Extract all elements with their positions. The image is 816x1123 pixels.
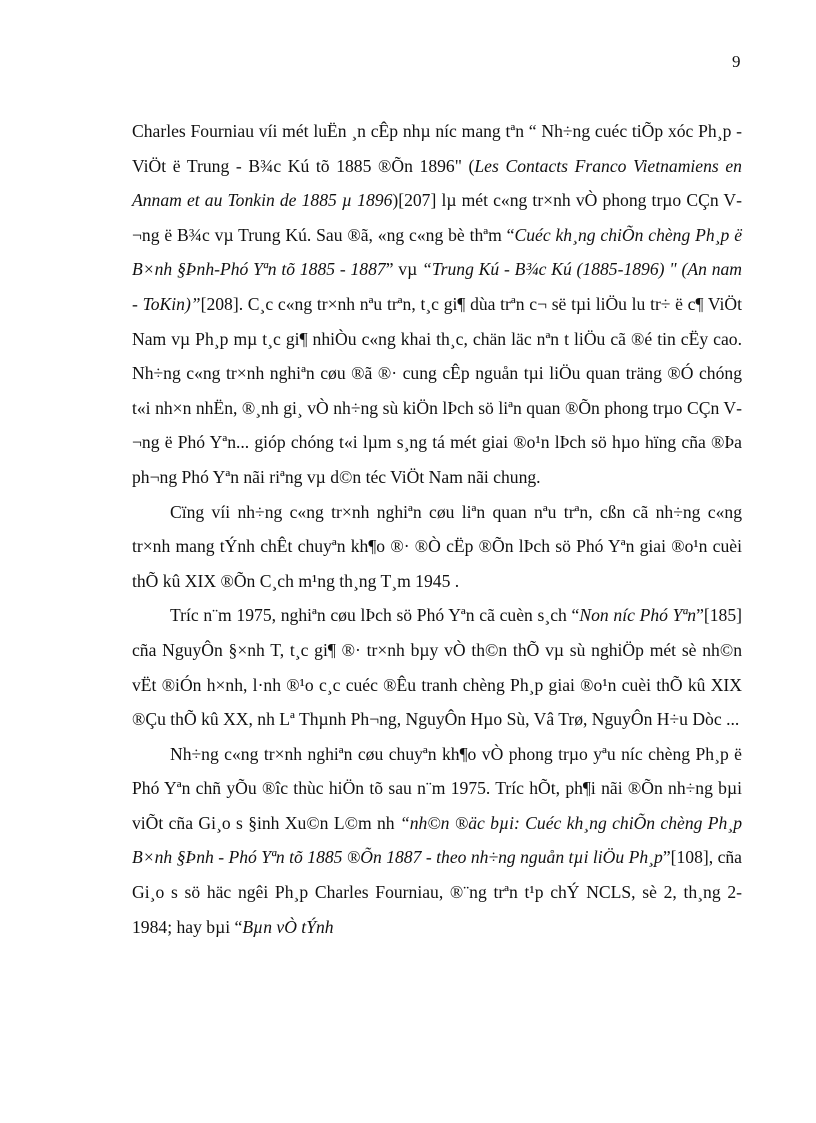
paragraph-1 xyxy=(132,114,742,495)
paragraph-2 xyxy=(132,495,742,599)
text-span: Nh÷ng c«ng tr×nh nghiªn cøu chuyªn kh¶o vÒ phong trµo yªu níc chèng Ph¸p ë Phó Yªn chñ yÕu ®îc thùc hiÖn tõ sau n¨m 1975. Tríc hÕt, ph¶i nãi ®Õn nh÷ng bµi viÕt cña Gi¸o s §inh Xu©n L©m nh xyxy=(132,743,742,833)
text-span: [208]. C¸c c«ng tr×nh nªu trªn, t¸c gi¶ dùa trªn c¬ së tµi liÖu lu tr÷ ë c¶ ViÖt Nam vµ Ph¸p mµ t¸c gi¶ nhiÒu c«ng khai th¸c, chän läc nªn t liÖu cã ®é tin cËy cao. Nh÷ng c«ng tr×nh nghiªn cøu ®ã ®· cung cÊp nguån tµi liÖu quan träng ®Ó chóng t«i nh×n nhËn, ®¸nh gi¸ vÒ nh÷ng sù kiÖn lÞch sö liªn quan ®Õn phong trµo CÇn V¬ng ë Phó Yªn... gióp chóng t«i lµm s¸ng tá mét giai ®o¹n lÞch sö hµo hïng cña ®Þa ph¬ng Phó Yªn nãi riªng vµ d©n téc ViÖt Nam nãi chung. xyxy=(132,293,742,487)
text-span: )[207] lµ mét c«ng tr×nh vÒ phong trµo CÇn V¬ng ë B¾c vµ Trung Kú. Sau ®ã, «ng c«ng bè thªm “ xyxy=(132,190,742,245)
text-span: ” vµ xyxy=(385,259,423,280)
italic-title: “nh©n ®äc bµi: Cuéc kh¸ng chiÕn chèng Ph¸p B×nh §Þnh - Phó Yªn tõ 1885 ®Õn 1887 - theo nh÷ng nguån tµi liÖu Ph¸p xyxy=(132,812,742,868)
body-text xyxy=(132,114,742,944)
text-span: Tríc n¨m 1975, nghiªn cøu lÞch sö Phó Yªn cã cuèn s¸ch “ xyxy=(170,605,580,626)
paragraph-3 xyxy=(132,598,742,736)
page-number: 9 xyxy=(732,52,741,71)
text-span: ”[185] cña NguyÔn §×nh T, t¸c gi¶ ®· tr×nh bµy vÒ th©n thÕ vµ sù nghiÖp mét sè nh©n vËt ®iÓn h×nh, l·nh ®¹o c¸c cuéc ®Êu tranh chèng Ph¸p giai ®o¹n cuèi thÕ kû XIX ®Çu thÕ kû XX, nh Lª Thµnh Ph¬ng, NguyÔn Hµo Sù, Vâ Trø, NguyÔn H÷u Dòc ... xyxy=(132,605,742,730)
text-span: ”[108], cña Gi¸o s sö häc ngêi Ph¸p Charles Fourniau, ®¨ng trªn t¹p chÝ NCLS, sè 2, th¸ng 2-1984; hay bµi “ xyxy=(132,847,742,937)
text-span: Charles Fourniau víi mét luËn ¸n cÊp nhµ níc mang tªn “ Nh÷ng cuéc tiÕp xóc Ph¸p - ViÖt ë Trung - B¾c Kú tõ 1885 ®Õn 1896" ( xyxy=(132,121,742,176)
italic-title: “Trung Kú - B¾c Kú (1885-1896) " (An nam - ToKin)” xyxy=(132,259,742,314)
italic-title: Les Contacts Franco Vietnamiens en Annam et au Tonkin de 1885 µ 1896 xyxy=(132,155,742,211)
italic-title: Bµn vÒ tÝnh xyxy=(242,916,334,937)
italic-title: Non níc Phó Yªn xyxy=(579,605,697,626)
text-span: Cïng víi nh÷ng c«ng tr×nh nghiªn cøu liªn quan nªu trªn, cßn cã nh÷ng c«ng tr×nh mang tÝnh chÊt chuyªn kh¶o ®· ®Ò cËp ®Õn lÞch sö Phó Yªn giai ®o¹n cuèi thÕ kû XIX ®Õn C¸ch m¹ng th¸ng T¸m 1945 . xyxy=(132,501,742,591)
italic-title: Cuéc kh¸ng chiÕn chèng Ph¸p ë B×nh §Þnh-Phó Yªn tõ 1885 - 1887 xyxy=(132,224,743,280)
paragraph-4 xyxy=(132,737,742,945)
